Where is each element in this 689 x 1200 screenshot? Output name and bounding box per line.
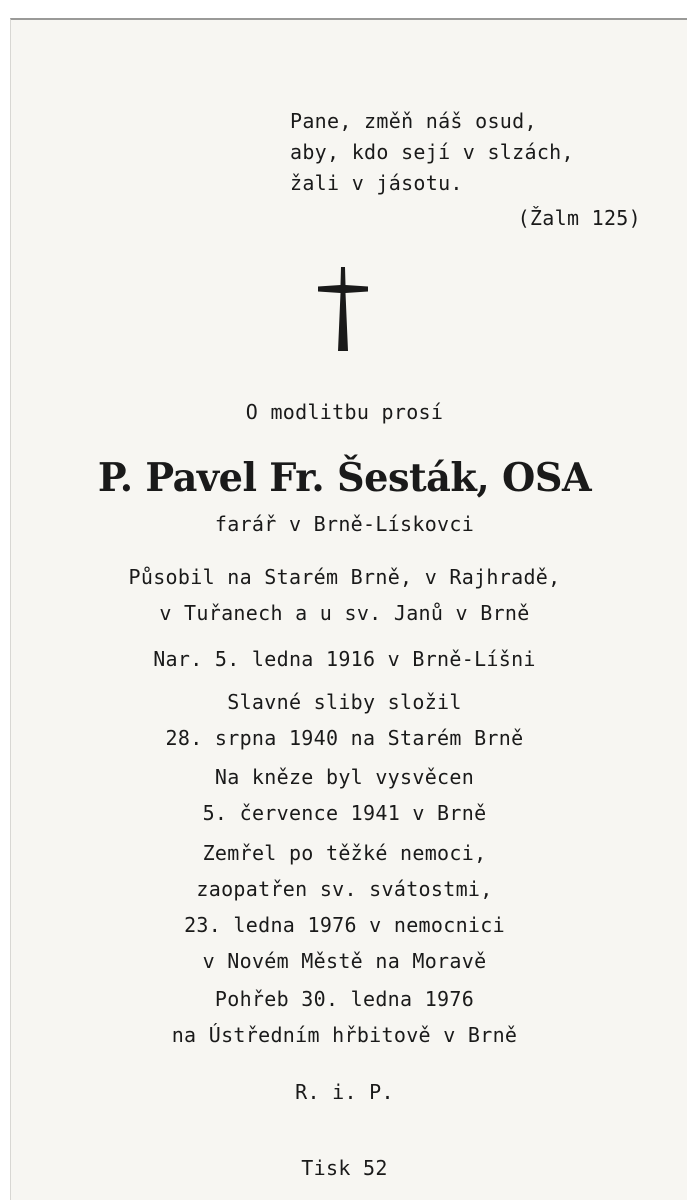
bio-line: Zemřel po těžké nemoci,	[202, 841, 487, 865]
bio-line: na Ústředním hřbitově v Brně	[171, 1023, 518, 1047]
bio-line: 23. ledna 1976 v nemocnici	[184, 913, 505, 937]
ordination-info	[0, 759, 689, 831]
birth-info	[0, 641, 689, 677]
print-mark: Tisk 52	[301, 1156, 388, 1180]
rip-inscription: R. i. P.	[295, 1080, 394, 1104]
bio-line: Působil na Starém Brně, v Rajhradě,	[128, 565, 561, 589]
bio-line: Na kněze byl vysvěcen	[214, 765, 475, 789]
funeral-info	[0, 981, 689, 1053]
bio-line: 5. července 1941 v Brně	[202, 801, 487, 825]
service-places	[0, 559, 689, 631]
cross-icon	[318, 267, 368, 351]
psalm-reference: (Žalm 125)	[517, 206, 641, 230]
psalm-line: aby, kdo sejí v slzách,	[290, 140, 574, 164]
bio-line: Pohřeb 30. ledna 1976	[214, 987, 475, 1011]
bio-line: 28. srpna 1940 na Starém Brně	[165, 726, 524, 750]
deceased-role: farář v Brně-Lískovci	[214, 512, 475, 536]
psalm-verse	[290, 106, 574, 199]
bio-line: zaopatřen sv. svátostmi,	[196, 877, 493, 901]
prayer-request: O modlitbu prosí	[245, 400, 444, 424]
death-info	[0, 835, 689, 979]
bio-line: v Tuřanech a u sv. Janů v Brně	[159, 601, 530, 625]
vows-info	[0, 684, 689, 756]
bio-line: v Novém Městě na Moravě	[202, 949, 487, 973]
psalm-line: Pane, změň náš osud,	[290, 109, 537, 133]
psalm-line: žali v jásotu.	[290, 171, 463, 195]
deceased-name: P. Pavel Fr. Šesták, OSA	[97, 455, 592, 501]
bio-line: Slavné sliby složil	[227, 690, 462, 714]
bio-line: Nar. 5. ledna 1916 v Brně-Líšni	[153, 647, 536, 671]
